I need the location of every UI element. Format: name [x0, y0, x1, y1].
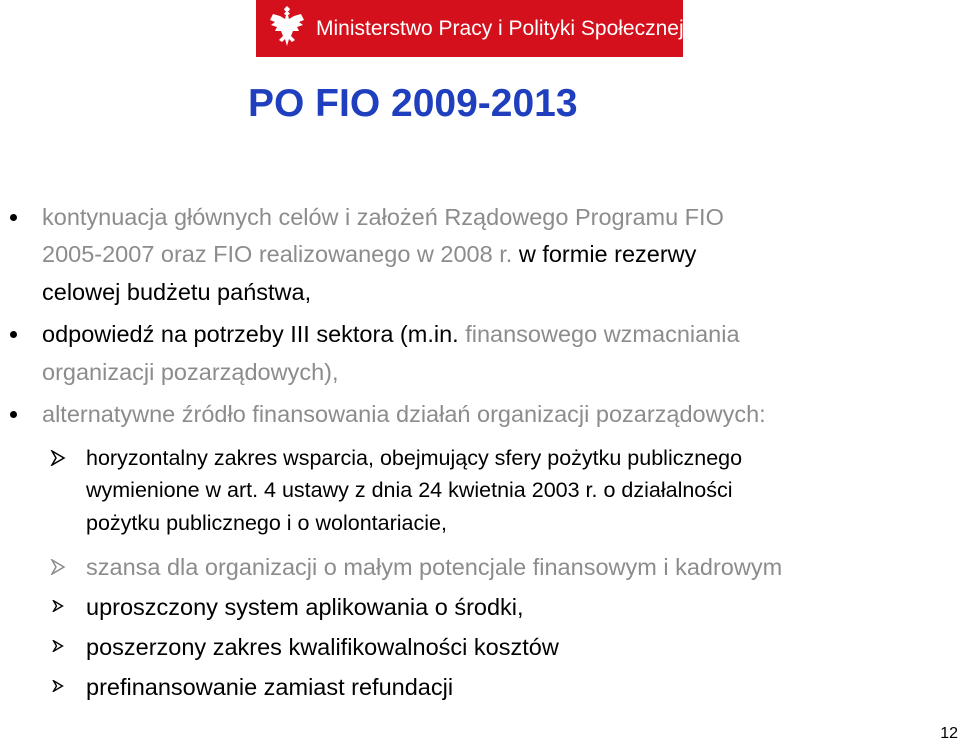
- bullet2-line1-gray: finansowego wzmacniania: [458, 321, 740, 347]
- bullet2-line1-black: odpowiedź na potrzeby III sektora (m.in.: [42, 321, 459, 347]
- bullet1-line3: celowej budżetu państwa,: [42, 279, 312, 305]
- bullet1-line2: [42, 243, 696, 267]
- bullet-marker: [10, 214, 17, 221]
- sub2-line1: szansa dla organizacji o małym potencjale finansowym i kadrowym: [86, 554, 783, 580]
- bullet-marker: [10, 331, 17, 338]
- sub1-line1: horyzontalny zakres wsparcia, obejmujący sfery pożytku publicznego: [86, 446, 743, 470]
- bullet1-line2-gray: 2005-2007 oraz FIO realizowanego w 2008 r.: [42, 241, 513, 267]
- page-number: 12: [940, 725, 958, 742]
- sub1-line2: wymienione w art. 4 ustawy z dnia 24 kwietnia 2003 r. o działalności: [86, 478, 733, 502]
- ministry-banner: [256, 0, 683, 57]
- arrow-bullet-icon: [50, 559, 66, 575]
- ministry-name: Ministerstwo Pracy i Polityki Społecznej: [316, 16, 684, 40]
- bullet-marker: [10, 411, 17, 418]
- bullet2-line1: [42, 323, 740, 347]
- bullet1-line2-black: w formie rezerwy: [512, 241, 697, 267]
- sub5-line1: prefinansowanie zamiast refundacji: [86, 674, 454, 700]
- polish-eagle-icon: [268, 5, 306, 53]
- arrow-bullet-icon: [52, 600, 64, 612]
- bullet2-line2: organizacji pozarządowych),: [42, 359, 339, 385]
- slide-title: PO FIO 2009-2013: [248, 82, 578, 125]
- bullet3-line1: alternatywne źródło finansowania działań organizacji pozarządowych:: [42, 401, 766, 427]
- sub1-line3: pożytku publicznego i o wolontariacie,: [86, 511, 447, 535]
- sub3-line1: uproszczony system aplikowania o środki,: [86, 594, 524, 620]
- arrow-bullet-icon: [52, 680, 64, 692]
- arrow-bullet-icon: [50, 450, 66, 466]
- bullet1-line1: kontynuacja głównych celów i założeń Rządowego Programu FIO: [42, 204, 724, 230]
- arrow-bullet-icon: [52, 640, 64, 652]
- sub4-line1: poszerzony zakres kwalifikowalności kosztów: [86, 634, 559, 660]
